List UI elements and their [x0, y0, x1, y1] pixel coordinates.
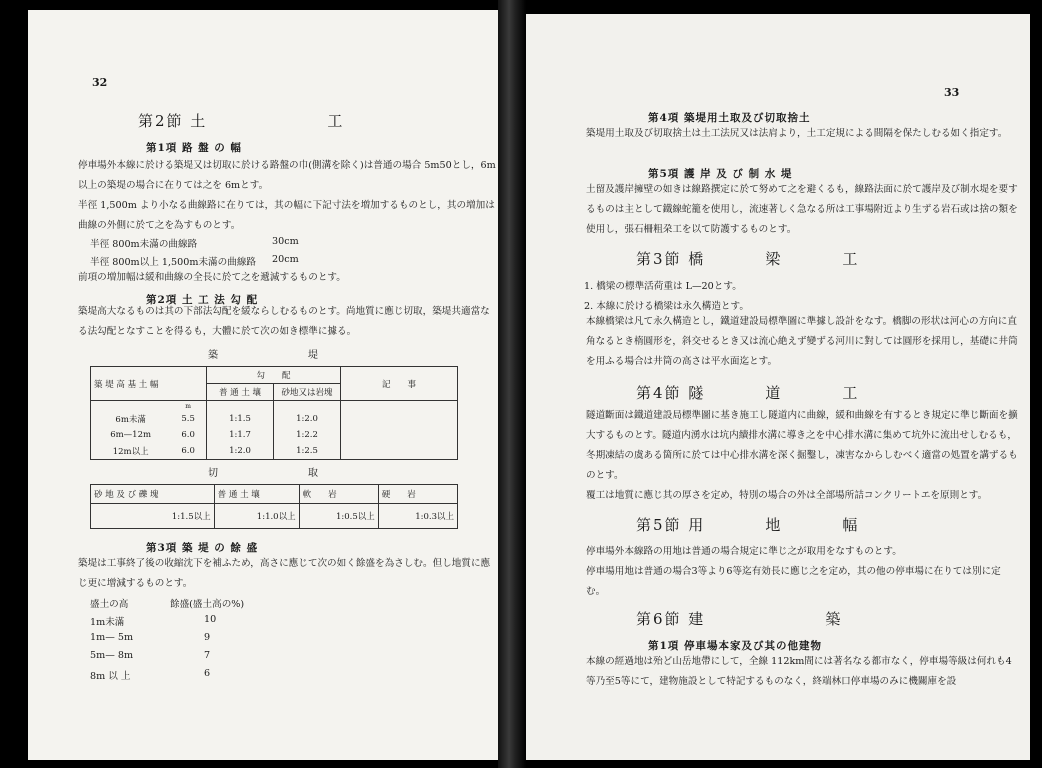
- item-4-title: 第4項 築堤用土取及び切取捨土: [648, 112, 811, 124]
- section-5-title: 第5節 用 地 幅: [636, 516, 860, 534]
- table-row: 6m未滿 5.5 1:1.5 1:2.0: [91, 411, 458, 427]
- embank-header-note: 記 事: [341, 367, 458, 401]
- section-6-title: 第6節 建 築: [636, 610, 843, 628]
- item-1-paragraph-2: 半徑 1,500m より小なる曲線路に在りては，其の幅に下記寸法を増加するものとし，其の増加は曲線の外側に於て之を為すものとす。: [78, 200, 495, 231]
- table-row: 6m—12m 6.0 1:1.7 1:2.2: [91, 427, 458, 443]
- cut-header-hard-rock: 硬 岩: [378, 485, 457, 504]
- right-page: [526, 14, 1030, 760]
- item-6-1-paragraph: 本線の經過地は殆ど山岳地帶にして，全線 112km間には著名なる都市なく，停車場等級は何れも4等乃至5等にて，建物施設として特記するものなく，終端林口停車場のみに機關庫を設: [586, 656, 1012, 687]
- curve-row-1-value: 30cm: [272, 236, 299, 247]
- fill-row-2-height: 1m— 5m: [90, 632, 134, 643]
- embank-unit: m: [170, 401, 206, 412]
- embank-header-normal: 普 通 土 壤: [207, 384, 274, 401]
- curve-row-1-label: 半徑 800m未滿の曲線路: [90, 239, 198, 250]
- embankment-caption: 築 堤: [208, 350, 358, 361]
- item-3-paragraph: 築堤は工事終了後の收縮沈下を補ふため，高さに應じて次の如く餘盛を為さしむ。但し地質に應じ更に增減するものとす。: [78, 558, 491, 589]
- page-number-left: 32: [92, 76, 108, 89]
- section-2-title: 第2節 土 工: [138, 112, 345, 130]
- cut-table: [90, 484, 458, 529]
- item-3-title: 第3項 築 堤 の 餘 盛: [146, 542, 259, 554]
- page-number-right: 33: [944, 86, 960, 99]
- cut-header-soft-rock: 軟 岩: [299, 485, 378, 504]
- fill-row-4-extra: 6: [204, 668, 211, 679]
- fill-header-extra: 餘盛(盛土高の%): [170, 599, 245, 610]
- cut-header-normal: 普 通 土 壤: [214, 485, 299, 504]
- item-1-paragraph-3: 前項の増加幅は緩和曲線の全長に於て之を遞減するものとす。: [78, 272, 346, 283]
- table-row: 12m以上 6.0 1:2.0 1:2.5: [91, 443, 458, 460]
- fill-row-3-height: 5m— 8m: [90, 650, 134, 661]
- curve-row-2-label: 半徑 800m以上 1,500m未滿の曲線路: [90, 257, 257, 268]
- item-5-paragraph: 土留及護岸擁壁の如きは線路撰定に於て努めて之を避くるも，線路法面に於て護岸及び制水堤を要するものは主として鐵線蛇籠を使用し，流速著しく急なる所は工事場附近より生ずる岩石或は捨の類を使用し，張石柵粗朶工を以て防護するものとす。: [586, 184, 1018, 235]
- fill-row-1-height: 1m未滿: [90, 617, 125, 628]
- fill-row-2-extra: 9: [204, 632, 211, 643]
- curve-row-2-value: 20cm: [272, 254, 299, 265]
- fill-row-3-extra: 7: [204, 650, 211, 661]
- tunnel-paragraph-2: 覆工は地質に應じ其の厚さを定め，特別の場合の外は全部場所詰コンクリートエを原則とす。: [586, 490, 988, 501]
- cut-caption: 切 取: [208, 468, 358, 479]
- item-1-title: 第1項 路 盤 の 幅: [146, 142, 242, 154]
- cut-header-sand: 砂 地 及 び 礫 塊: [91, 485, 215, 504]
- bridge-item-2: 2. 本線に於ける橋梁は永久構造とす。: [584, 301, 749, 312]
- land-paragraph-1: 停車場外本線路の用地は普通の場合規定に準じ之が取用をなすものとす。: [586, 546, 902, 557]
- item-4-paragraph: 築堤用土取及び切取捨土は土工法尻又は法肩より，土工定規による間隔を保たしむる如く指定す。: [586, 128, 1008, 139]
- section-4-title: 第4節 隧 道 工: [636, 384, 860, 402]
- land-paragraph-2: 停車場用地は普通の場合3等より6等迄有効長に應じ之を定め，其の他の停車場に在りては別に定む。: [586, 566, 1001, 597]
- embank-header-height: 築 堤 高 基 土 幅: [91, 367, 207, 401]
- tunnel-paragraph-1: 隧道斷面は鐵道建設局標準圖に基き施工し隧道内に曲線，緩和曲線を有するとき規定に準じ斷面を擴大するものとす。隧道内湧水は坑内續排水溝に導き之を中心排水溝に集めて坑外に流出せしむるも，冬期凍結の虞ある箇所に於ては中心排水溝を深く掘鑿し，凍害なからしむべく適當の処置を講ずるものとす。: [586, 410, 1018, 481]
- item-2-paragraph: 築堤高大なるものは其の下部法勾配を緩ならしむるものとす。尚地質に應じ切取，築堤共適當なる法勾配となすことを得るも，大體に於て次の如き標準に據る。: [78, 306, 490, 337]
- embank-header-sand: 砂地又は岩塊: [274, 384, 341, 401]
- left-page: [28, 10, 498, 760]
- embankment-table: [90, 366, 458, 460]
- fill-row-4-height: 8m 以 上: [90, 671, 131, 682]
- item-2-title: 第2項 土 工 法 勾 配: [146, 294, 259, 306]
- item-5-title: 第5項 護 岸 及 び 制 水 堤: [648, 168, 793, 180]
- section-3-title: 第3節 橋 梁 工: [636, 250, 860, 268]
- book-gutter: [498, 0, 526, 768]
- embank-header-slope: 勾 配: [207, 367, 341, 384]
- item-6-1-title: 第1項 停車場本家及び其の他建物: [648, 640, 822, 652]
- fill-header-height: 盛土の高: [90, 599, 129, 610]
- item-1-paragraph-1: 停車場外本線に於ける築堤又は切取に於ける路盤の巾(側溝を除く)は普通の場合 5m50とし，6m以上の築堤の場合に在りては之を 6mとす。: [78, 160, 496, 191]
- fill-row-1-extra: 10: [204, 614, 217, 625]
- bridge-paragraph: 本線橋梁は凡て永久構造とし，鐵道建設局標準圖に準據し設計をなす。橋脚の形状は河心の方向に直角なるとき楕圓形を，斜交せるとき又は流心絶えず變ずる河川に對しては圓形を採用し，基礎に井筒を用ふる場合は井筒の高さは平水面迄とす。: [586, 316, 1018, 367]
- table-row: 1:1.5以上 1:1.0以上 1:0.5以上 1:0.3以上: [91, 504, 458, 529]
- bridge-item-1: 1. 橋梁の標準活荷重は L—20とす。: [584, 281, 742, 292]
